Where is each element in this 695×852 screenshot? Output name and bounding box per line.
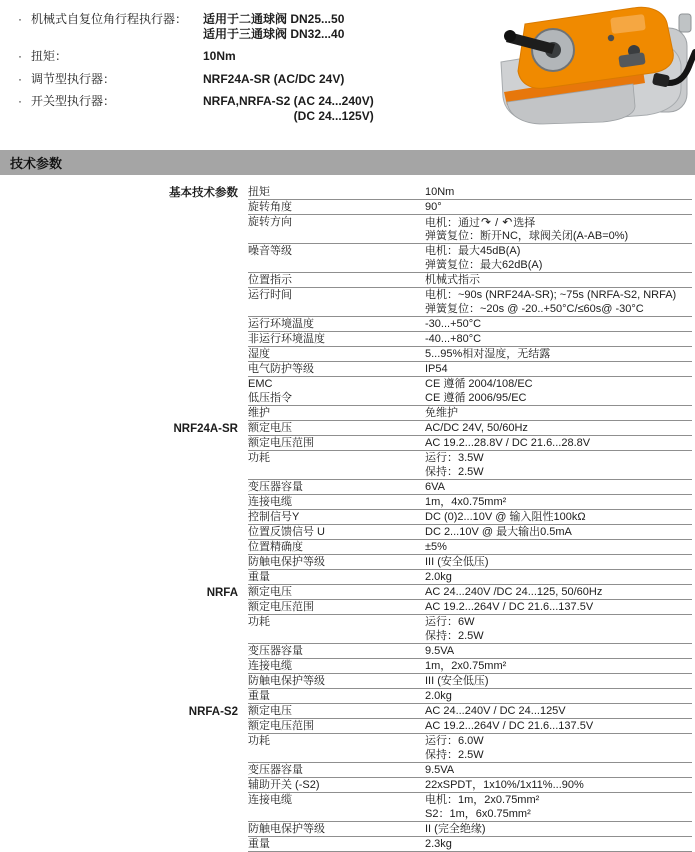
- value-line: 1m，2x0.75mm²: [425, 660, 507, 672]
- spec-section: [0, 704, 695, 852]
- bullet-label: 开关型执行器：: [31, 94, 116, 108]
- param-name: [248, 347, 425, 361]
- bullet-value: [203, 49, 236, 64]
- spec-row: [248, 600, 692, 615]
- value-line: AC 19.2...264V / DC 21.6...137.5V: [425, 720, 594, 732]
- spec-row: [248, 185, 692, 200]
- param-line: 防触电保护等级: [248, 556, 325, 568]
- value-line: 22xSPDT，1x10%/1x11%...90%: [425, 779, 584, 791]
- param-value: [425, 406, 692, 420]
- section-header-title: 技术参数: [10, 156, 63, 171]
- param-value: [425, 659, 692, 673]
- param-line: 额定电压: [248, 586, 292, 598]
- param-value: [425, 704, 692, 718]
- value-line: S2：1m，6x0.75mm²: [425, 808, 531, 820]
- spec-rows: [248, 585, 692, 704]
- param-value: [425, 793, 692, 821]
- param-name: [248, 377, 425, 405]
- spec-rows: [248, 185, 692, 421]
- param-name: [248, 659, 425, 673]
- spec-row: [248, 377, 692, 406]
- param-value: [425, 273, 692, 287]
- param-name: [248, 674, 425, 688]
- spec-row: [248, 719, 692, 734]
- param-value: [425, 362, 692, 376]
- param-name: [248, 734, 425, 762]
- spec-row: [248, 215, 692, 244]
- param-line: 功耗: [248, 735, 270, 747]
- param-line: 控制信号Y: [248, 511, 300, 523]
- param-value: [425, 822, 692, 836]
- param-line: 功耗: [248, 616, 270, 628]
- param-value: [425, 377, 692, 405]
- value-line: 10Nm: [425, 186, 455, 198]
- param-line: 重量: [248, 571, 270, 583]
- param-name: [248, 570, 425, 584]
- value-line: CE 遵循 2004/108/EC: [425, 378, 533, 390]
- param-value: [425, 689, 692, 703]
- param-line: 重量: [248, 690, 270, 702]
- spec-row: [248, 734, 692, 763]
- spec-row: [248, 288, 692, 317]
- param-value: [425, 778, 692, 792]
- param-line: 扭矩: [248, 186, 270, 198]
- value-line: DC (0)2...10V @ 输入阻性100kΩ: [425, 511, 586, 523]
- param-line: 防触电保护等级: [248, 675, 325, 687]
- param-line: 噪音等级: [248, 245, 292, 257]
- param-name: [248, 644, 425, 658]
- bullet-value: [203, 12, 344, 41]
- param-name: [248, 436, 425, 450]
- spec-row: [248, 421, 692, 436]
- value-line: 2.0kg: [425, 571, 452, 583]
- spec-row: [248, 778, 692, 793]
- param-name: [248, 495, 425, 509]
- bullet-label: 扭矩：: [31, 49, 68, 63]
- param-line: 位置指示: [248, 274, 292, 286]
- spec-row: [248, 674, 692, 689]
- value-line: 弹簧复位：~20s @ -20..+50°C/≤60s@ -30°C: [425, 303, 644, 315]
- value-line: 9.5VA: [425, 764, 455, 776]
- param-value: [425, 510, 692, 524]
- value-line: 弹簧复位：最大62dB(A): [425, 259, 543, 271]
- value-line: -40...+80°C: [425, 333, 482, 345]
- param-line: 额定电压范围: [248, 601, 314, 613]
- value-line: 2.0kg: [425, 690, 452, 702]
- param-value: [425, 763, 692, 777]
- param-line: 防触电保护等级: [248, 823, 325, 835]
- value-line: ±5%: [425, 541, 447, 553]
- value-line: 90°: [425, 201, 442, 213]
- spec-row: [248, 585, 692, 600]
- spec-row: [248, 495, 692, 510]
- param-value: [425, 185, 692, 199]
- spec-row: [248, 793, 692, 822]
- param-name: [248, 362, 425, 376]
- param-value: [425, 585, 692, 599]
- bullet-label: 机械式自复位角行程执行器：: [31, 12, 188, 26]
- param-line: 额定电压: [248, 422, 292, 434]
- value-line: 9.5VA: [425, 645, 455, 657]
- spec-row: [248, 837, 692, 852]
- param-name: [248, 421, 425, 435]
- param-value: [425, 644, 692, 658]
- param-line: 运行时间: [248, 289, 292, 301]
- param-line: 维护: [248, 407, 270, 419]
- value-line: 运行：3.5W: [425, 452, 484, 464]
- bullet-value: [203, 94, 374, 123]
- spec-row: [248, 689, 692, 704]
- bullet-item: [18, 72, 374, 87]
- param-name: [248, 600, 425, 614]
- param-name: [248, 185, 425, 199]
- spec-section: [0, 421, 695, 585]
- value-line: CE 遵循 2006/95/EC: [425, 392, 527, 404]
- actuator-illustration: [483, 2, 695, 126]
- rotate-ccw-icon: ↶: [502, 215, 513, 229]
- param-value: [425, 436, 692, 450]
- value-line: 1m，4x0.75mm²: [425, 496, 507, 508]
- bullet-value-line: 适用于三通球阀 DN32...40: [203, 26, 345, 41]
- spec-row: [248, 406, 692, 421]
- value-line: AC 24...240V / DC 24...125V: [425, 705, 566, 717]
- param-line: 位置反馈信号 U: [248, 526, 325, 538]
- value-line: 5...95%相对湿度，无结露: [425, 348, 551, 360]
- spec-row: [248, 763, 692, 778]
- param-line: 连接电缆: [248, 794, 292, 806]
- param-value: [425, 555, 692, 569]
- param-name: [248, 510, 425, 524]
- bullet-icon: ·: [18, 49, 22, 63]
- bullet-icon: ·: [18, 12, 22, 26]
- intro-bullet-list: [18, 12, 374, 131]
- param-value: [425, 615, 692, 643]
- param-name: [248, 406, 425, 420]
- param-line: 变压器容量: [248, 645, 303, 657]
- param-line: 辅助开关 (-S2): [248, 779, 320, 791]
- param-name: [248, 585, 425, 599]
- param-value: [425, 317, 692, 331]
- param-line: 额定电压范围: [248, 720, 314, 732]
- bullet-label: 调节型执行器：: [31, 71, 116, 86]
- param-name: [248, 288, 425, 316]
- spec-section: [0, 185, 695, 421]
- spec-row: [248, 644, 692, 659]
- param-line: 电气防护等级: [248, 363, 314, 375]
- param-name: [248, 332, 425, 346]
- bullet-value-line: (DC 24...125V): [293, 108, 374, 123]
- spec-section: [0, 585, 695, 704]
- spec-row: [248, 362, 692, 377]
- bullet-item: [18, 12, 374, 41]
- param-name: [248, 689, 425, 703]
- value-line: 电机：~90s (NRF24A-SR); ~75s (NRFA-S2, NRFA): [425, 289, 677, 301]
- param-line: 湿度: [248, 348, 270, 360]
- value-line: 运行：6.0W: [425, 735, 484, 747]
- param-name: [248, 273, 425, 287]
- value-line: 电机：1m，2x0.75mm²: [425, 794, 540, 806]
- param-name: [248, 215, 425, 243]
- param-value: [425, 451, 692, 479]
- bullet-icon: ·: [18, 94, 22, 108]
- param-value: [425, 332, 692, 346]
- param-value: [425, 200, 692, 214]
- param-line: 重量: [248, 838, 270, 850]
- param-value: [425, 837, 692, 851]
- param-line: 旋转角度: [248, 201, 292, 213]
- value-line: 电机：通过↷ / ↶选择: [425, 215, 536, 229]
- param-name: [248, 540, 425, 554]
- value-line: AC 19.2...264V / DC 21.6...137.5V: [425, 601, 594, 613]
- spec-table: [0, 185, 695, 852]
- bullet-item: [18, 94, 374, 123]
- spec-row: [248, 704, 692, 719]
- spec-row: [248, 570, 692, 585]
- value-line: AC/DC 24V, 50/60Hz: [425, 422, 528, 434]
- bullet-icon: ·: [18, 71, 22, 86]
- section-header-bar: [0, 150, 695, 175]
- param-value: [425, 540, 692, 554]
- param-value: [425, 719, 692, 733]
- param-name: [248, 525, 425, 539]
- param-name: [248, 763, 425, 777]
- param-name: [248, 615, 425, 643]
- param-name: [248, 778, 425, 792]
- spec-row: [248, 273, 692, 288]
- param-name: [248, 317, 425, 331]
- value-line: 运行：6W: [425, 616, 475, 628]
- group-label: NRF24A-SR: [173, 423, 238, 435]
- bullet-value-line: 适用于二通球阀 DN25...50: [203, 12, 345, 26]
- value-line: III (安全低压): [425, 675, 489, 687]
- param-name: [248, 244, 425, 272]
- spec-row: [248, 332, 692, 347]
- bullet-value-line: 10Nm: [203, 49, 236, 63]
- param-line: 变压器容量: [248, 764, 303, 776]
- param-line: 额定电压范围: [248, 437, 314, 449]
- param-line: 旋转方向: [248, 216, 292, 228]
- value-line: AC 24...240V /DC 24...125, 50/60Hz: [425, 586, 603, 598]
- param-line: 非运行环境温度: [248, 333, 325, 345]
- param-value: [425, 421, 692, 435]
- param-value: [425, 347, 692, 361]
- value-line: 保持：2.5W: [425, 749, 484, 761]
- bullet-value-line: NRFA,NRFA-S2 (AC 24...240V): [203, 94, 374, 108]
- spec-row: [248, 525, 692, 540]
- spec-row: [248, 436, 692, 451]
- value-line: 保持：2.5W: [425, 630, 484, 642]
- group-label: 基本技术参数: [169, 187, 238, 199]
- value-line: IP54: [425, 363, 448, 375]
- value-line: -30...+50°C: [425, 318, 482, 330]
- spec-row: [248, 540, 692, 555]
- spec-row: [248, 480, 692, 495]
- value-line: 6VA: [425, 481, 445, 493]
- param-line: 连接电缆: [248, 496, 292, 508]
- param-name: [248, 837, 425, 851]
- spec-row: [248, 510, 692, 525]
- value-line: AC 19.2...28.8V / DC 21.6...28.8V: [425, 437, 591, 449]
- value-line: III (安全低压): [425, 556, 489, 568]
- param-line: 功耗: [248, 452, 270, 464]
- param-name: [248, 719, 425, 733]
- param-name: [248, 793, 425, 821]
- param-value: [425, 244, 692, 272]
- spec-row: [248, 244, 692, 273]
- param-line: 额定电压: [248, 705, 292, 717]
- param-line: 位置精确度: [248, 541, 303, 553]
- actuator-product-image: [483, 2, 695, 126]
- param-name: [248, 451, 425, 479]
- group-label: NRFA: [206, 587, 238, 599]
- param-line: 连接电缆: [248, 660, 292, 672]
- spec-row: [248, 317, 692, 332]
- param-name: [248, 555, 425, 569]
- param-value: [425, 734, 692, 762]
- value-line: 电机：最大45dB(A): [425, 245, 521, 257]
- param-value: [425, 495, 692, 509]
- value-line: 保持：2.5W: [425, 466, 484, 478]
- param-value: [425, 215, 692, 243]
- spec-row: [248, 555, 692, 570]
- param-name: [248, 480, 425, 494]
- spec-row: [248, 615, 692, 644]
- spec-row: [248, 451, 692, 480]
- spec-row: [248, 822, 692, 837]
- param-line: 变压器容量: [248, 481, 303, 493]
- param-name: [248, 200, 425, 214]
- spec-row: [248, 200, 692, 215]
- bullet-value-line: NRF24A-SR (AC/DC 24V): [203, 71, 345, 86]
- param-value: [425, 525, 692, 539]
- param-value: [425, 570, 692, 584]
- value-line: 免维护: [425, 407, 458, 419]
- rotate-cw-icon: ↷: [481, 215, 492, 229]
- param-value: [425, 480, 692, 494]
- param-name: [248, 822, 425, 836]
- param-line: 低压指令: [248, 392, 292, 404]
- param-value: [425, 674, 692, 688]
- bullet-value: [203, 72, 344, 87]
- param-name: [248, 704, 425, 718]
- group-label: NRFA-S2: [188, 706, 238, 718]
- spec-rows: [248, 421, 692, 585]
- param-line: EMC: [248, 378, 273, 390]
- param-value: [425, 600, 692, 614]
- spec-row: [248, 659, 692, 674]
- param-value: [425, 288, 692, 316]
- param-line: 运行环境温度: [248, 318, 314, 330]
- value-line: 机械式指示: [425, 274, 480, 286]
- value-line: DC 2...10V @ 最大输出0.5mA: [425, 526, 572, 538]
- value-line: II (完全绝缘): [425, 823, 486, 835]
- spec-rows: [248, 704, 692, 852]
- spec-row: [248, 347, 692, 362]
- value-line: 2.3kg: [425, 838, 452, 850]
- value-line: 弹簧复位：断开NC，球阀关闭(A-AB=0%): [425, 230, 629, 242]
- bullet-item: [18, 49, 374, 64]
